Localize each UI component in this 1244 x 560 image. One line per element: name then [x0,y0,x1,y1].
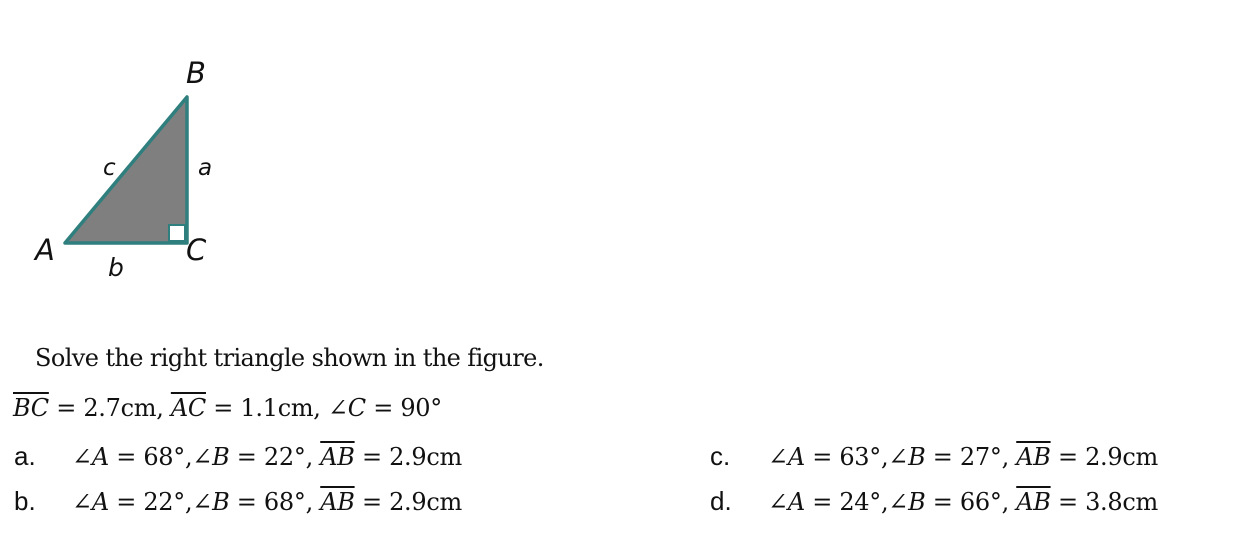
angle-a-value: 22° [143,488,185,516]
segment-bc: $\overline{BC}$ [13,394,49,422]
ac-value: = 1.1cm, ∠ [205,394,348,422]
side-ab-value: 2.9cm [1085,443,1158,471]
angle-b-value: 66° [959,488,1002,516]
side-c-label: c [103,155,116,181]
right-angle-marker [169,225,185,241]
angle-c-name: C [347,394,366,422]
vertex-c-label: C [186,233,207,267]
side-a-label: a [198,155,213,181]
choice-expression: ∠A = 24°,∠B = 66°, $\overline{AB} = 3.8cm$ [768,488,1158,516]
side-b-label: b [108,253,124,282]
question-prompt: Solve the right triangle shown in the figure. [35,344,544,372]
choice-letter: c. [710,441,731,471]
angle-c-value: = 90° [365,394,442,422]
choice-expression: ∠A = 63°,∠B = 27°, $\overline{AB} = 2.9cm$ [768,443,1158,471]
angle-a-value: 63° [839,443,881,471]
side-ab-value: 3.8cm [1085,488,1158,516]
triangle-figure [0,0,260,300]
angle-b-value: 68° [263,488,306,516]
bc-value: = 2.7cm, [48,394,171,422]
choice-letter: a. [14,441,36,471]
choice-expression: ∠A = 68°,∠B = 22°, $\overline{AB} = 2.9cm$ [72,443,462,471]
given-values [13,394,442,422]
vertex-a-label: A [35,233,55,267]
choice-letter: b. [14,486,36,516]
vertex-b-label: B [186,56,206,90]
choice-letter: d. [710,486,732,516]
side-ab-value: 2.9cm [389,488,462,516]
angle-b-value: 22° [263,443,306,471]
angle-a-value: 24° [839,488,881,516]
angle-a-value: 68° [143,443,185,471]
angle-b-value: 27° [959,443,1002,471]
triangle-shape [65,97,187,243]
segment-ac: $\overline{AC}$ [170,394,206,422]
choice-expression: ∠A = 22°,∠B = 68°, $\overline{AB} = 2.9cm$ [72,488,462,516]
side-ab-value: 2.9cm [389,443,462,471]
